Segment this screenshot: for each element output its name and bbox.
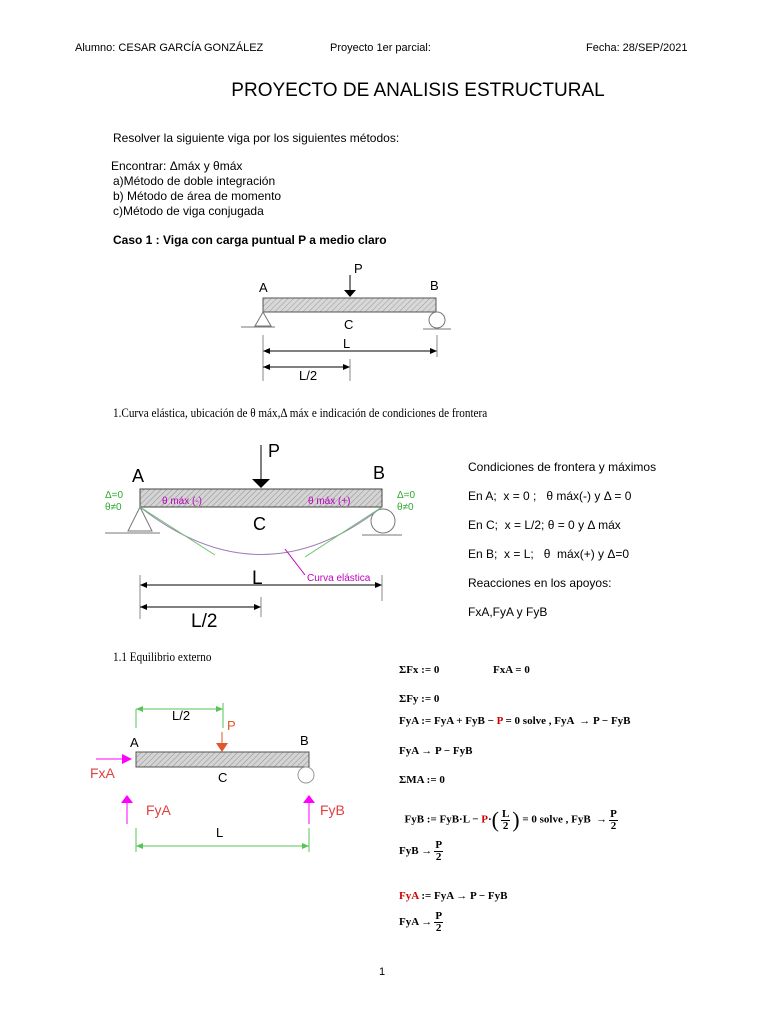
fxa-result: FxA = 0 [493,664,530,676]
half-span-label: L/2 [191,611,218,632]
midspan-label: C [253,514,266,534]
delta-left-label: Δ=0 [105,490,124,501]
condition-a: En A; x = 0 ; θ máx(-) y Δ = 0 [468,489,632,503]
forces-label: FxA,FyA y FyB [468,605,548,619]
beam [136,752,309,767]
load-label: P [354,261,363,276]
free-body-diagram [88,698,348,858]
span-label: L [216,825,224,840]
tangent-right [305,507,382,557]
sum-fy-eq: ΣFy := 0 [399,693,440,705]
fya-substitution: FyA := FyA → P − FyB [399,890,508,902]
project-label: Proyecto 1er parcial: [330,42,431,54]
case1-heading: Caso 1 : Viga con carga puntual P a medio claro [113,233,387,247]
delta-right-label: Δ=0 [397,490,416,501]
midspan-label: C [218,770,228,785]
method-b: b) Método de área de momento [113,189,282,203]
load-label: P [268,441,281,461]
fyb-result: FyB → $\frac{P}{2}$ [399,839,443,863]
fya-arrow [121,795,133,803]
fyb-solve-eq: FyB := FyB·L − P·( $\frac{L}{2}$ ) = 0 solve , FyB → $\frac{P}{2}$ [404,807,617,832]
half-span-label: L/2 [172,708,191,723]
load-label: P [227,718,236,733]
support-a-label: A [259,280,268,295]
reactions-label: Reacciones en los apoyos: [468,576,612,590]
theta-pos-label: θ máx (+) [308,496,351,507]
span-label: L [252,568,263,589]
fxa-label: FxA [90,765,115,781]
beam-figure-2 [100,437,430,637]
pin-support-icon [255,312,271,326]
instruction-text: Resolver la siguiente viga por los siguientes métodos: [113,131,400,145]
sum-ma-eq: ΣMA := 0 [399,774,445,786]
fxa-arrow [122,754,132,764]
condition-b: En B; x = L; θ máx(+) y Δ=0 [468,547,630,561]
midspan-label: C [344,317,354,332]
roller-support-icon [298,767,314,783]
conditions-heading: Condiciones de frontera y máximos [468,460,657,474]
date-label: Fecha: 28/SEP/2021 [586,42,688,54]
fyb-label: FyB [320,802,345,818]
fya-expr: FyA → P − FyB [399,745,473,757]
beam-figure-1 [235,255,465,385]
load-arrow [216,743,228,752]
support-a-label: A [132,466,145,486]
half-span-label: L/2 [299,368,318,383]
fya-label: FyA [146,802,171,818]
fya-solve-eq: FyA := FyA + FyB − P = 0 solve , FyA → P − FyB [399,715,631,727]
beam [263,298,436,312]
theta-left-label: θ≠0 [105,502,122,513]
support-b-label: B [373,463,386,483]
student-name: Alumno: CESAR GARCÍA GONZÁLEZ [75,42,264,54]
find-text: Encontrar: Δmáx y θmáx [111,159,243,173]
section-1-1-heading: 1.1 Equilibrio externo [113,649,212,664]
page-number: 1 [379,966,386,978]
support-b-label: B [430,278,439,293]
support-b-label: B [300,733,309,748]
method-c: c)Método de viga conjugada [113,204,264,218]
section-1-heading: 1.Curva elástica, ubicación de θ máx,Δ máx e indicación de condiciones de frontera [113,405,488,420]
theta-right-label: θ≠0 [397,502,414,513]
condition-c: En C; x = L/2; θ = 0 y Δ máx [468,518,621,532]
method-a: a)Método de doble integración [113,174,276,188]
theta-neg-label: θ máx (-) [162,496,202,507]
page-title: PROYECTO DE ANALISIS ESTRUCTURAL [231,80,605,101]
fyb-arrow [303,795,315,803]
span-label: L [343,336,351,351]
sum-fx-eq: ΣFx := 0 [399,664,440,676]
pin-support-icon [128,507,152,531]
roller-support-icon [429,312,445,328]
support-a-label: A [130,735,139,750]
elastic-curve-label: Curva elástica [307,573,371,584]
fya-result: FyA → $\frac{P}{2}$ [399,910,443,934]
